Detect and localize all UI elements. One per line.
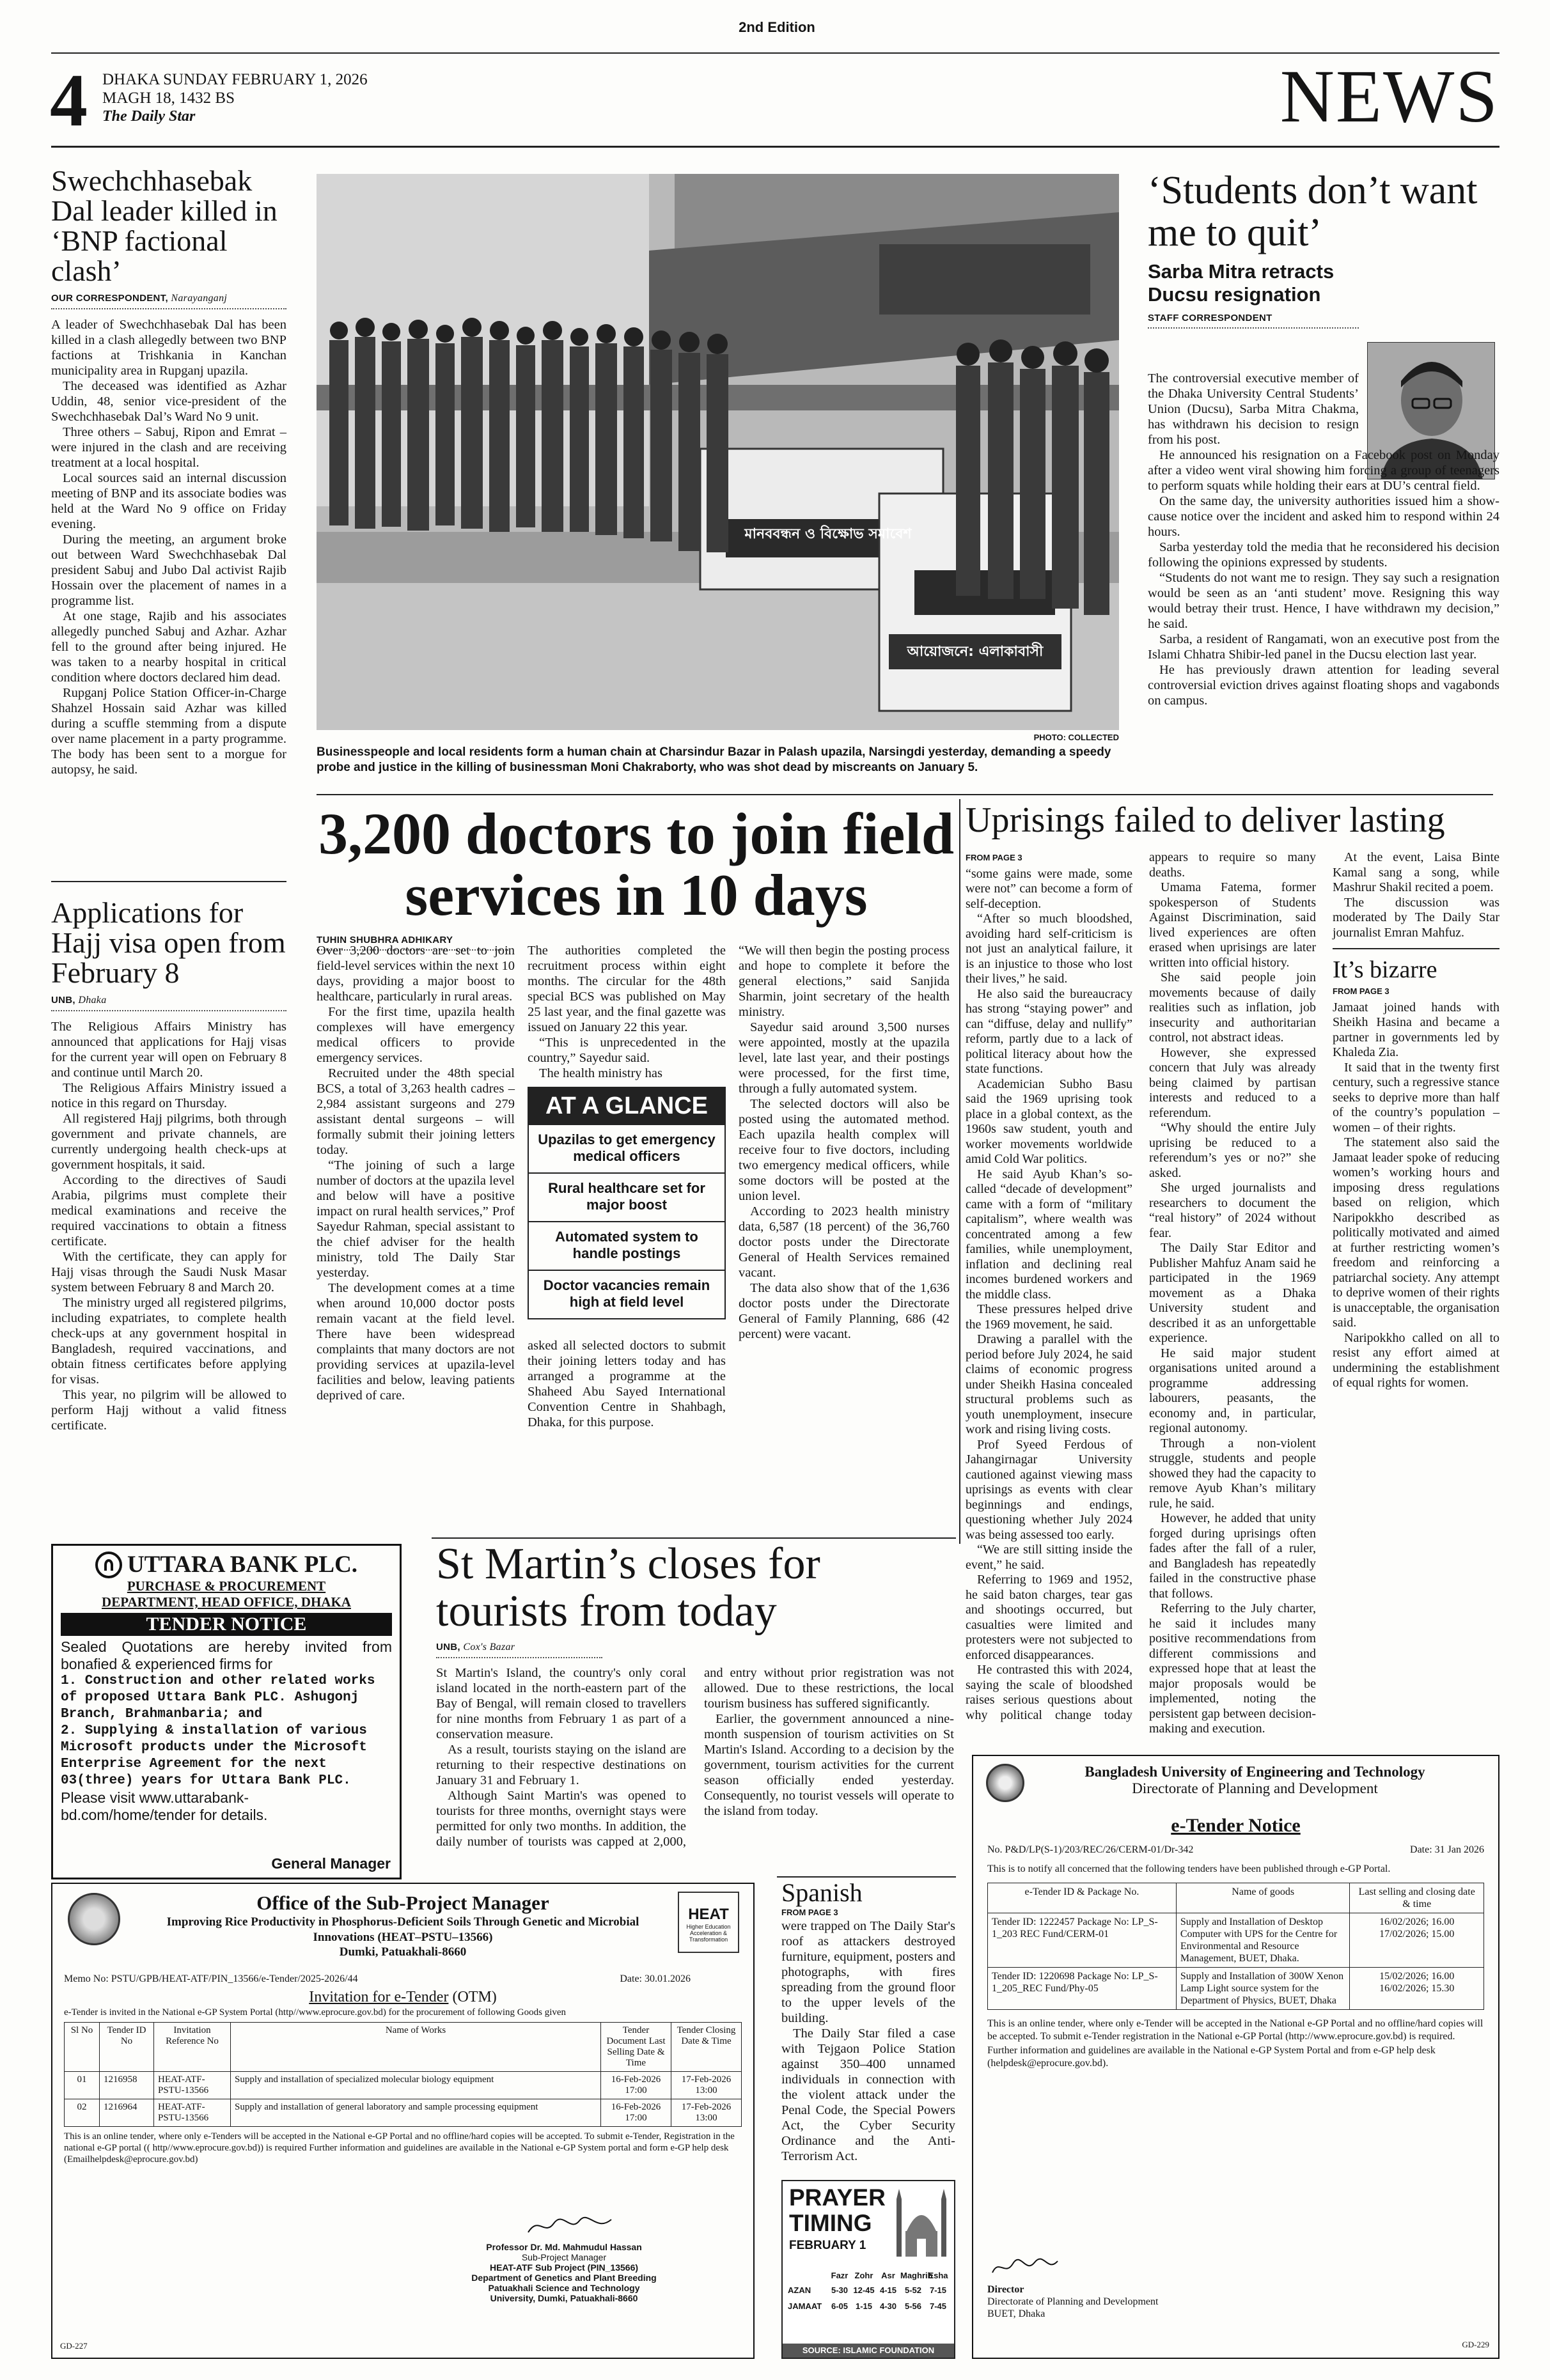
paragraph: Academician Subho Basu said the 1969 uprising took place in a global context, as the 1960s saw student, youth and worker movements worldwide amid Cold War politics. <box>966 1077 1132 1166</box>
from-page-label: FROM PAGE 3 <box>1333 986 1390 996</box>
prayer-header: Asr <box>881 2271 895 2280</box>
date-line <box>102 70 368 126</box>
project-title: Improving Rice Productivity in Phosphorus-Deficient Soils Through Genetic and Microbial Innovations (HEAT–PSTU–13566) <box>166 1915 639 1944</box>
table-header-row <box>65 2023 742 2072</box>
column-header: Last selling and closing date & time <box>1350 1883 1484 1913</box>
paragraph: Rupganj Police Station Officer-in-Charge Shahzel Hossain said Azhar was killed during a scuffle stemming from a dispute over name placement in a party programme. The body has been sent to a morgue for autopsy, he said. <box>51 685 286 777</box>
paragraph: Referring to the July charter, he said it includes many positive recommendations from different commissions and expressed hope that at least the major proposals would be implemented, noting the persistent gap between decision-making and execution. <box>1149 1601 1316 1736</box>
headline: Applications for Hajj visa open from February 8 <box>51 896 286 989</box>
bizarre-headline: It’s bizarre <box>1333 956 1437 983</box>
notice-visit: Please visit www.uttarabank-bd.com/home/tender for details. <box>61 1789 268 1823</box>
paragraph: With the certificate, they can apply for Hajj visas through the Saudi Nusk Masar system between February 8 and March 20. <box>51 1249 286 1295</box>
paragraph: On the same day, the university authorities issued him a show-cause notice over the incident and asked him to respond within 24 hours. <box>1148 494 1499 539</box>
paragraph: “After so much bloodshed, avoiding hard self-criticism is not just an analytical failure, it is an injustice to those who lost their lives,” he said. <box>966 912 1132 986</box>
ad-code: GD-227 <box>60 2341 88 2351</box>
table-row <box>988 1968 1484 2010</box>
heat-logo-text: HEAT <box>688 1906 729 1923</box>
prayer-time: 7-45 <box>929 2301 947 2311</box>
bank-name: UTTARA BANK PLC. <box>127 1552 358 1578</box>
table-cell: 1216958 <box>100 2072 154 2099</box>
paragraph: Although Saint Martin's was opened to tourists for three months, overnight stays were permitted for only two months. In addition, the daily number of tourists was capped at 2,000, and entry without prior registration was not allowed. Due to these restrictions, the local tourism business has suffered significantly. <box>436 1666 954 1849</box>
paragraph: Recruited under the 48th special BCS, a total of 3,263 health cadres – 2,984 assistant surgeons and 279 assistant dental surgeons – will formally submit their joining letters today. <box>317 1066 515 1157</box>
paragraph: At the event, Laisa Binte Kamal sang a song, while Mashrur Shakil recited a poem. <box>1333 850 1499 894</box>
column-header: Name of Works <box>231 2023 601 2072</box>
office-title: Office of the Sub-Project Manager <box>256 1892 549 1914</box>
paragraph: According to 2023 health ministry data, 6,587 (18 percent) of the 36,760 doctor posts under the Directorate General of Health Services remained vacant. <box>739 1204 950 1280</box>
heat-logo <box>678 1892 739 1953</box>
table-cell: 17-Feb-2026 13:00 <box>671 2099 742 2127</box>
doctors-col-2-bottom <box>528 1338 726 1430</box>
signer-line: BUET, Dhaka <box>987 2308 1045 2319</box>
banner-sub: আয়োজনে: এলাকাবাসী <box>907 644 1044 660</box>
byline: TUHIN SHUBHRA ADHIKARY <box>317 935 508 951</box>
masthead-logo: The Daily Star <box>102 108 196 125</box>
glance-item: Doctor vacancies remain high at field level <box>543 1277 710 1310</box>
byline-name: OUR CORRESPONDENT, <box>51 292 168 304</box>
paragraph: Naripokkho called on all to resist any effort aimed at undermining the establishment of equal rights for women. <box>1333 1330 1499 1390</box>
column-header: Sl No <box>65 2023 100 2072</box>
from-page-label: FROM PAGE 3 <box>781 1908 838 1917</box>
prayer-date: FEBRUARY 1 <box>789 2239 866 2252</box>
byline-name: UNB, <box>436 1642 460 1653</box>
paragraph: The selected doctors will also be posted using the automated method. Each upazila health complex will receive four to five doctors, including two emergency medical officers, while some doctors will be posted at the union level. <box>739 1097 950 1203</box>
byline-place: Cox's Bazar <box>463 1642 515 1653</box>
prayer-time: 7-15 <box>929 2285 947 2295</box>
prayer-timing-box <box>781 2180 955 2359</box>
heat-footer: This is an online tender, where only e-Tenders will be accepted in the National e-GP Portal and no offline/hard copies will be accepted. To submit e-Tender, Registration in the national e-GP portal (( http//www.eprocure.gov.bd)) is required Further information and guidelines are available in the National e-GP System portal and form e-GP help desk (Emailhelpdesk@eprocure.gov.bd) <box>64 2131 735 2165</box>
heat-signer <box>442 2242 685 2303</box>
paragraph: Jamaat joined hands with Sheikh Hasina and became a partner in governments led by Khaleda Zia. <box>1333 1000 1499 1059</box>
paragraph: The Daily Star filed a case with Tejgaon Police Station against 350–400 unnamed individuals in connection with the violent attack under the Penal Code, the Special Powers Act, the Cyber Security Ordinance and the Anti-Terrorism Act. <box>781 2026 955 2163</box>
story-body <box>51 317 286 777</box>
mitra-body <box>1148 371 1499 708</box>
paragraph: These pressures helped drive the 1969 movement, he said. <box>966 1302 1132 1332</box>
uprisings-body <box>966 850 1499 1750</box>
column-header: Tender Closing Date & Time <box>671 2023 742 2072</box>
invitation-otm: (OTM) <box>452 1989 497 2005</box>
ad-code: GD-229 <box>1462 2340 1489 2349</box>
prayer-title-2: TIMING <box>789 2210 872 2236</box>
story-body <box>51 1019 286 1433</box>
buet-tender-table <box>987 1883 1484 2010</box>
signer-line: Patuakhali Science and Technology <box>488 2283 640 2293</box>
pstu-logo-icon <box>68 1893 120 1945</box>
buet-logo-icon <box>986 1764 1024 1802</box>
paragraph: “The joining of such a large number of doctors at the upazila level and below will have a positive impact on rural health services,” Prof Sayedur Rahman, special assistant to the chief adviser for the health ministry, told The Daily Star yesterday. <box>317 1158 515 1280</box>
story-swechchhasebak <box>51 166 286 777</box>
paragraph: The Religious Affairs Ministry issued a notice in this regard on Thursday. <box>51 1080 286 1110</box>
notice-signer: General Manager <box>271 1855 391 1872</box>
table-cell: Tender ID: 1220698 Package No: LP_S-1_205_REC Fund/Phy-05 <box>988 1968 1177 2010</box>
ref-number: No. P&D/LP(S-1)/203/REC/26/CERM-01/Dr-342 <box>987 1844 1194 1855</box>
directorate-name: Directorate of Planning and Development <box>1132 1780 1378 1796</box>
heat-signature <box>526 2213 615 2239</box>
buet-footer-2: Further information and guidelines are available in the National e-GP System Portal and from e-GP help desk (helpdesk@eprocure.gov.bd). <box>987 2045 1436 2069</box>
table-cell: 16-Feb-2026 17:00 <box>601 2099 671 2127</box>
heat-tender-table <box>64 2022 742 2127</box>
paragraph: For the first time, upazila health complexes will have emergency medical officers to provide emergency services. <box>317 1005 515 1065</box>
tender-title: e-Tender Notice <box>1171 1815 1301 1836</box>
column-header: e-Tender ID & Package No. <box>988 1883 1177 1913</box>
doctors-col-2-top <box>528 943 726 1081</box>
byline-place: Narayanganj <box>171 292 228 304</box>
column-header: Tender Document Last Selling Date & Time <box>601 2023 671 2072</box>
paragraph: A leader of Swechchhasebak Dal has been killed in a clash allegedly between two BNP factions at Trishkania in Kanchan municipality area in Rupganj upazila. <box>51 317 286 378</box>
table-cell: 16/02/2026; 16.00 17/02/2026; 15.00 <box>1350 1913 1484 1968</box>
spanish-body <box>781 1918 955 2164</box>
dept-line-1: PURCHASE & PROCUREMENT <box>127 1578 326 1594</box>
paragraph: During the meeting, an argument broke out between Ward Swechchhasebak Dal president Sabuj and Jubo Dal activist Rajib Hossain over the placement of names in a programme list. <box>51 532 286 608</box>
paragraph: As a result, tourists staying on the island are returning to their respective destinations on January 31 and February 1. <box>436 1743 686 1787</box>
glance-item: Upazilas to get emergency medical officers <box>529 1125 724 1174</box>
paragraph: The discussion was moderated by The Daily Star journalist Emran Mahfuz. <box>1333 895 1499 940</box>
paragraph: The statement also said the Jamaat leader spoke of reducing women’s working hours and imposing dress regulations based on religion, which Naripokkho described as politically motivated and aimed at further restricting women’s freedom and reinforcing a patriarchal society. Any attempt to deprive women of their rights is unacceptable, the organisation said. <box>1333 1135 1499 1330</box>
table-cell: Supply and installation of general laboratory and sample processing equipment <box>231 2099 601 2127</box>
bank-logo-icon <box>95 1552 122 1578</box>
story-st-martins <box>436 1541 954 1666</box>
buet-footer-1: This is an online tender, where only e-Tender will be accepted in the National e-GP Portal and no offline/hard copies will be accepted. To submit e-Tender registration in the National e-GP Portal (http://www.eprocure.gov.bd) is required. <box>987 2018 1483 2042</box>
story-uprisings <box>966 800 1499 840</box>
table-cell: 16-Feb-2026 17:00 <box>601 2072 671 2099</box>
paragraph: The health ministry has <box>539 1066 662 1080</box>
mosque-icon <box>893 2186 950 2257</box>
table-cell: Tender ID: 1222457 Package No: LP_S-1_203 REC Fund/CERM-01 <box>988 1913 1177 1968</box>
signer-line: Director <box>987 2284 1024 2295</box>
byline <box>51 293 286 309</box>
paragraph: However, she expressed concern that July was already being claimed by partisan interests and reduced to a referendum. <box>1149 1045 1316 1120</box>
paragraph: Prof Syeed Ferdous of Jahangirnagar University cautioned against viewing mass uprisings as events with clear beginnings and endings, questioning whether July 2024 was being assessed too early. <box>966 1437 1132 1542</box>
prayer-time: 4-15 <box>879 2285 897 2295</box>
prayer-time: 5-52 <box>904 2285 922 2295</box>
memo-date: Date: 30.01.2026 <box>620 1973 691 1984</box>
prayer-source: SOURCE: ISLAMIC FOUNDATION <box>783 2344 954 2358</box>
from-page-label: FROM PAGE 3 <box>966 853 1022 862</box>
paragraph: The authorities completed the recruitment process within eight months. The circular for the 48th special BCS was published on May 25 last year, and the final gazette was issued on January 22 this year. <box>528 944 726 1034</box>
prayer-time: 12-45 <box>853 2285 875 2295</box>
paragraph: St Martin's Island, the country's only coral island located in the north-eastern part of the Bay of Bengal, will remain closed to travellers for nine months from February 1 as part of a conservation measure. <box>436 1666 686 1741</box>
paragraph: He also said the bureaucracy has strong “staying power” and can “diffuse, delay and nullify” reform, partly due to a lack of political literacy about how the state functions. <box>966 986 1132 1076</box>
paragraph: Sayedur said around 3,500 nurses were appointed, mostly at the upazila level, late last year, and their postings were processed, for the first time, through a fully automated system. <box>739 1020 950 1096</box>
doctors-col-1 <box>317 943 515 1403</box>
glance-title: AT A GLANCE <box>529 1088 724 1125</box>
banner-text: মানববন্ধন ও বিক্ষোভ সমাবেশ <box>744 526 912 542</box>
column-header: Name of goods <box>1176 1883 1350 1913</box>
table-cell: Supply and installation of specialized molecular biology equipment <box>231 2072 601 2099</box>
paragraph: He said Ayub Khan’s so-called “decade of development” came with a form of “military capitalism”, where wealth was concentrated among a few families, while unemployment, inflation and declining real incomes burdened workers and the middle class. <box>966 1167 1132 1302</box>
table-row <box>65 2099 742 2127</box>
photo-credit: PHOTO: COLLECTED <box>1033 733 1119 742</box>
paragraph: He contrasted this with 2024, saying the scale of bloodshed raises serious questions about why political change today appears to require so many deaths. <box>966 850 1316 1722</box>
date-text: DHAKA SUNDAY FEBRUARY 1, 2026 <box>102 71 368 88</box>
story-sarba-mitra <box>1148 169 1499 336</box>
prayer-row-label: JAMAAT <box>788 2301 822 2311</box>
byline <box>436 1642 602 1658</box>
byline <box>51 995 286 1011</box>
prayer-header: Esha <box>928 2271 948 2280</box>
paragraph: He announced his resignation on a Facebook post on Monday after a video went viral showing him forcing a group of teenagers to perform squats while holding their ears at DU’s central field. <box>1148 448 1499 493</box>
paragraph: Three others – Sabuj, Ripon and Emrat – were injured in the clash and are receiving treatment at a local hospital. <box>51 424 286 470</box>
paragraph: Over 3,200 doctors are set to join field-level services within the next 10 days, providing a major boost to healthcare, particularly in rural areas. <box>317 944 515 1004</box>
dept-line-2: DEPARTMENT, HEAD OFFICE, DHAKA <box>102 1594 351 1610</box>
column-header: Invitation Reference No <box>154 2023 231 2072</box>
paragraph: “This is unprecedented in the country,” Sayedur said. <box>528 1036 726 1065</box>
paragraph: According to the directives of Saudi Arabia, pilgrims must complete their medical examinations and receive the required vaccinations to obtain a fitness certificate. <box>51 1172 286 1248</box>
paragraph: At one stage, Rajib and his associates allegedly punched Sabuj and Azhar. Azhar fell to the ground after being injured. He was taken to a nearby hospital in critical condition where doctors declared him dead. <box>51 609 286 685</box>
prayer-header: Maghrib <box>900 2271 933 2280</box>
byline-place: Dhaka <box>78 994 107 1006</box>
table-header-row <box>988 1883 1484 1913</box>
ad-heat-pstu <box>51 1883 755 2359</box>
headline: Swechchhasebak Dal leader killed in ‘BNP factional clash’ <box>51 164 278 287</box>
bangla-date: MAGH 18, 1432 BS <box>102 89 235 107</box>
ad-uttara-bank <box>51 1544 402 1879</box>
prayer-row-label: AZAN <box>788 2285 811 2295</box>
paragraph: “We are still sitting inside the event,” he said. <box>966 1543 1132 1572</box>
notice-intro: Sealed Quotations are hereby invited from bonafied & experienced firms for <box>61 1638 392 1672</box>
page-number: 4 <box>50 58 88 142</box>
headline: St Martin’s closes for tourists from today <box>436 1539 820 1636</box>
story-doctors <box>317 803 956 958</box>
paragraph: She said people join movements because of daily realities such as inflation, job insecurity and authoritarian control, not abstract ideas. <box>1149 970 1316 1045</box>
paragraph: It said that in the twenty first century, such a regressive stance seeks to deprive more than half of the country’s population – women – of their rights. <box>1333 1060 1499 1135</box>
prayer-table <box>788 2271 951 2311</box>
prayer-time: 5-30 <box>831 2285 849 2295</box>
table-cell: 02 <box>65 2099 100 2127</box>
notice-item-2: 2. Supplying & installation of various Microsoft products under the Microsoft Enterprise Agreement for the next 03(three) years for Uttara Bank PLC. <box>61 1723 367 1788</box>
paragraph: were trapped on The Daily Star's roof as attackers destroyed furniture, equipment, posters and photographs, with fires spreading from the ground floor to the upper levels of the building. <box>781 1919 955 2025</box>
doctors-col-3 <box>739 943 950 1342</box>
signature-mark <box>990 2255 1060 2280</box>
memo-number: Memo No: PSTU/GPB/HEAT-ATF/PIN_13566/e-Tender/2025-2026/44 <box>64 1973 358 1984</box>
headline: Uprisings failed to deliver lasting <box>966 800 1445 840</box>
prayer-time: 5-56 <box>904 2301 922 2311</box>
prayer-header: Fazr <box>831 2271 849 2280</box>
paragraph: The data also show that of the 1,636 doctor posts under the Directorate General of Family Planning, 686 (42 percent) were vacant. <box>739 1281 950 1341</box>
st-martins-body <box>436 1665 954 1857</box>
at-a-glance-box <box>528 1087 726 1319</box>
paragraph: Sarba, a resident of Rangamati, won an executive post from the Islami Chhatra Shibir-led panel in the Ducsu election last year. <box>1148 632 1499 662</box>
paragraph: “We will then begin the posting process and hope to complete it before the general elections,” said Sanjida Sharmin, joint secretary of the health ministry. <box>739 944 950 1019</box>
paragraph: He has previously drawn attention for leading several controversial eviction drives against floating shops and vagabonds on campus. <box>1148 663 1499 708</box>
paragraph: “some gains were made, some were not” can become a form of self-deception. <box>966 866 1132 911</box>
invitation-title: Invitation for e-Tender <box>309 1989 449 2005</box>
paragraph: He said major student organisations united around a programme addressing labourers, peasants, the economy and, in particular, regional autonomy. <box>1149 1346 1316 1435</box>
headline: 3,200 doctors to join field services in 10 days <box>318 801 955 928</box>
paragraph: “Students do not want me to resign. They say such a resignation would be seen as an ‘anti student’ move. Resigning this way would betray their trust. Hence, I have withdrawn my decision,” he said. <box>1148 571 1499 631</box>
prayer-time: 4-30 <box>879 2301 897 2311</box>
glance-item: Rural healthcare set for major boost <box>529 1174 724 1222</box>
table-cell: 17-Feb-2026 13:00 <box>671 2072 742 2099</box>
paragraph: The Religious Affairs Ministry has announced that applications for Hajj visas for the current year will open on February 8 and continue until March 20. <box>51 1019 286 1080</box>
paragraph: The development comes at a time when around 10,000 doctor posts remain vacant at the field level. There have been widespread complaints that many doctors are not providing services at upazila-level facilities and below, leaving patients deprived of care. <box>317 1281 515 1403</box>
signer-line: Sub-Project Manager <box>521 2252 607 2262</box>
paragraph: Earlier, the government announced a nine-month suspension of tourism activities on St Martin's Island. According to a decision by the government, tourism activities for the current season officially ended yesterday. Consequently, no tourist vessels will operate to the island from today. <box>704 1712 954 1818</box>
notice-item-1: 1. Construction and other related works of proposed Uttara Bank PLC. Ashugonj Branch, Brahmanbaria; and <box>61 1674 375 1722</box>
paragraph: Through a non-violent struggle, students and people showed they had the capacity to remove Ayub Khan’s military rule, he said. <box>1149 1436 1316 1511</box>
table-row <box>65 2072 742 2099</box>
signer-line: Professor Dr. Md. Mahmudul Hassan <box>486 2242 642 2252</box>
heat-intro: e-Tender is invited in the National e-GP System Portal (http//www.eprocure.gov.bd) for the procurement of following Goods given <box>64 2007 567 2018</box>
headline: Spanish <box>781 1878 863 1907</box>
signature-mark <box>526 2213 615 2239</box>
university-name: Bangladesh University of Engineering and Technology <box>1084 1764 1425 1780</box>
buet-signer <box>987 2283 1158 2320</box>
photo-caption: Businesspeople and local residents form a human chain at Charsindur Bazar in Palash upazila, Narsingdi yesterday, demanding a speedy probe and justice in the killing of businessman Moni Chakraborty, who was shot dead by miscreants on January 5. <box>317 745 1111 774</box>
signer-line: Directorate of Planning and Development <box>987 2296 1159 2307</box>
headline: ‘Students don’t want me to quit’ <box>1148 169 1478 254</box>
paragraph: She urged journalists and researchers to document the “real history” of 2024 without fear. <box>1149 1181 1316 1240</box>
table-cell: HEAT-ATF-PSTU-13566 <box>154 2099 231 2127</box>
paragraph: All registered Hajj pilgrims, both through government and private channels, are currently undergoing health check-ups at government hospitals, it said. <box>51 1111 286 1172</box>
byline-name: UNB, <box>51 994 75 1006</box>
prayer-title-1: PRAYER <box>789 2184 886 2211</box>
paragraph: Sarba yesterday told the media that he reconsidered his decision following the opinions expressed by students. <box>1148 540 1499 570</box>
paragraph: The deceased was identified as Azhar Uddin, 48, senior vice-president of the Swechchhasebak Dal’s Ward No 9 unit. <box>51 378 286 424</box>
prayer-time: 1-15 <box>855 2301 873 2311</box>
paragraph: Referring to 1969 and 1952, he said baton charges, tear gas and shootings occurred, but casualties were limited and protesters were not subjected to enforced disappearances. <box>966 1573 1132 1662</box>
signer-line: University, Dumki, Patuakhali-8660 <box>490 2293 638 2303</box>
story-spanish <box>781 1878 955 2164</box>
subheadline: Sarba Mitra retracts Ducsu resignation <box>1148 260 1335 306</box>
prayer-time: 6-05 <box>831 2301 849 2311</box>
table-cell: 01 <box>65 2072 100 2099</box>
table-row <box>988 1913 1484 1968</box>
section-title: NEWS <box>1280 54 1499 138</box>
byline: STAFF CORRESPONDENT <box>1148 313 1359 329</box>
buet-intro: This is to notify all concerned that the following tenders have been published through e-GP Portal. <box>987 1863 1391 1874</box>
table-cell: 15/02/2026; 16.00 16/02/2026; 15.30 <box>1350 1968 1484 2010</box>
signer-line: HEAT-ATF Sub Project (PIN_13566) <box>489 2262 639 2273</box>
notice-date: Date: 31 Jan 2026 <box>1410 1844 1484 1855</box>
column-header: Tender ID No <box>100 2023 154 2072</box>
paragraph: However, he added that unity forged during uprisings often fades after the fall of a ruler, and Bangladesh has repeatedly failed in the constructive phase that follows. <box>1149 1511 1316 1601</box>
paragraph: The ministry urged all registered pilgrims, including expatriates, to complete health check-ups at any government hospital in Bangladesh, required vaccinations, and obtain fitness certificates before applying for visas. <box>51 1295 286 1387</box>
paragraph: Drawing a parallel with the period before July 2024, he said claims of economic progress under Sheikh Hasina concealed structural problems such as youth unemployment, insecure work and rising living costs. <box>966 1332 1132 1436</box>
signer-line: Department of Genetics and Plant Breeding <box>471 2273 657 2283</box>
project-location: Dumki, Patuakhali-8660 <box>339 1945 467 1959</box>
paragraph: asked all selected doctors to submit their joining letters today and has arranged a programme at the Shaheed Abu Sayed International Convention Centre in Shahbagh, Dhaka, for this purpose. <box>528 1339 726 1429</box>
paragraph: This year, no pilgrim will be allowed to perform Hajj without a valid fitness certificate. <box>51 1387 286 1433</box>
table-cell: 1216964 <box>100 2099 154 2127</box>
paragraph: Local sources said an internal discussion meeting of BNP and its associate bodies was held at the Ward No 9 office on Friday evening. <box>51 471 286 531</box>
edition-label: 2nd Edition <box>739 19 815 35</box>
paragraph: Umama Fatema, former spokesperson of Students Against Discrimination, said lived experiences are often erased when uprisings are later written into official history. <box>1149 880 1316 970</box>
table-cell: Supply and Installation of 300W Xenon Lamp Light source system for the Department of Physics, BUET, Dhaka <box>1176 1968 1350 2010</box>
paragraph: “Why should the entire July uprising be reduced to a referendum’s yes or no?” she asked. <box>1149 1121 1316 1180</box>
ad-buet <box>972 1755 1499 2359</box>
notice-title: TENDER NOTICE <box>61 1613 392 1636</box>
heat-logo-sub: Higher Education Acceleration & Transformation <box>686 1924 731 1943</box>
prayer-header: Zohr <box>854 2271 873 2280</box>
paragraph: The controversial executive member of the Dhaka University Central Students’ Union (Ducsu), Sarba Mitra Chakma, has withdrawn his decision to resign from his post. <box>1148 371 1359 447</box>
paragraph: The Daily Star Editor and Publisher Mahfuz Anam said he participated in the 1969 movement as a Dhaka University student and described it as an unforgettable experience. <box>1149 1241 1316 1345</box>
glance-item: Automated system to handle postings <box>529 1222 724 1271</box>
table-cell: HEAT-ATF-PSTU-13566 <box>154 2072 231 2099</box>
story-hajj <box>51 898 286 1433</box>
news-photo <box>317 174 1119 730</box>
table-cell: Supply and Installation of Desktop Computer with UPS for the Centre for Environmental and Resource Management, BUET, Dhaka. <box>1176 1913 1350 1968</box>
